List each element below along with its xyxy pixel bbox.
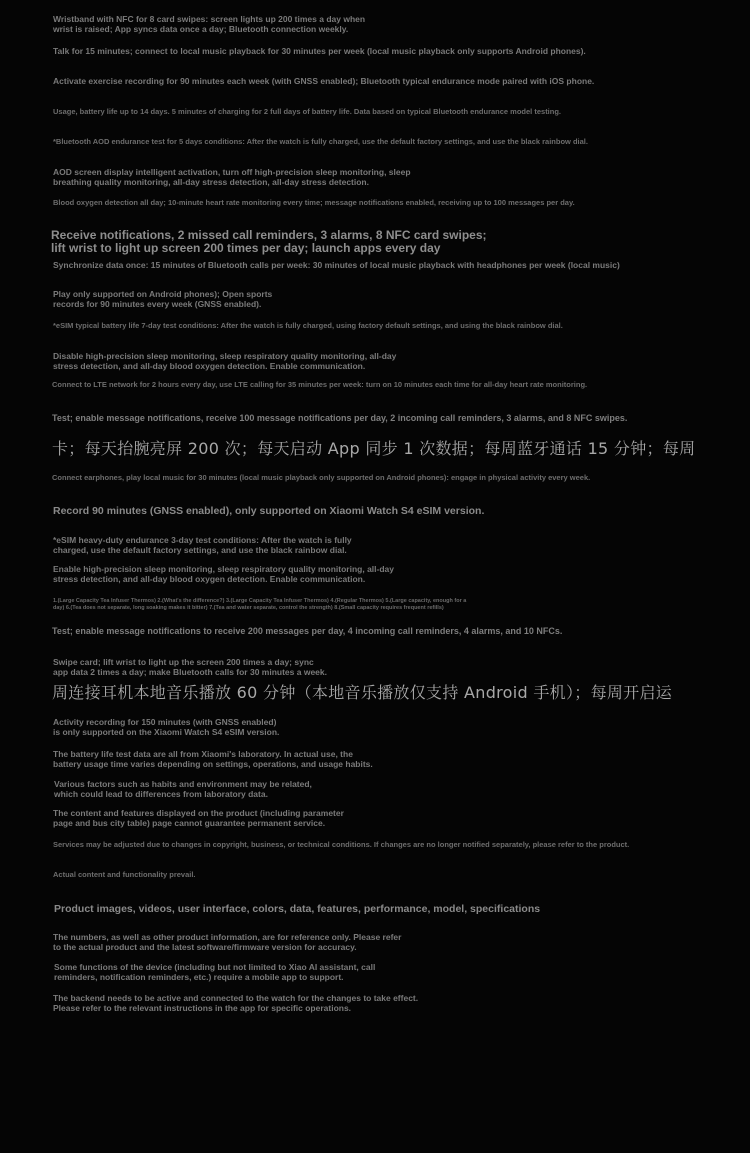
note-line: Swipe card; lift wrist to light up the screen 200 times a day; sync app data 2 times a day; make Bluetooth calls for 30 minutes a week. [53, 657, 327, 677]
note-line: Connect earphones, play local music for 30 minutes (local music playback only supported on Android phones): engage in physical activity every week. [52, 473, 591, 482]
note-line: *Bluetooth AOD endurance test for 5 days conditions: After the watch is fully charged, use the default factory settings, and use the black rainbow dial. [53, 137, 588, 146]
note-line: Connect to LTE network for 2 hours every day, use LTE calling for 35 minutes per week: turn on 10 minutes each time for all-day heart rate monitoring. [52, 380, 588, 389]
note-line: Activate exercise recording for 90 minutes each week (with GNSS enabled); Bluetooth typical endurance mode paired with iOS phone. [53, 76, 595, 86]
note-line: Various factors such as habits and environment may be related, which could lead to differences from laboratory data. [54, 779, 312, 799]
note-line: Test; enable message notifications, receive 100 message notifications per day, 2 incoming call reminders, 3 alarms, and 8 NFC swipes. [52, 413, 628, 423]
note-line: *eSIM heavy-duty endurance 3-day test conditions: After the watch is fully charged, use the default factory settings, and use the black rainbow dial. [53, 535, 352, 555]
note-line: Actual content and functionality prevail. [53, 870, 196, 879]
note-line: Test; enable message notifications to receive 200 messages per day, 4 incoming call reminders, 4 alarms, and 10 NFCs. [52, 626, 563, 636]
note-line: Synchronize data once: 15 minutes of Bluetooth calls per week: 30 minutes of local music playback with headphones per week (local music) [53, 260, 620, 270]
note-line: Services may be adjusted due to changes in copyright, business, or technical conditions. If changes are no longer notified separately, please refer to the product. [53, 840, 630, 849]
note-line: Wristband with NFC for 8 card swipes: screen lights up 200 times a day when wrist is raised; App syncs data once a day; Bluetooth connection weekly. [53, 14, 366, 34]
chinese-text-line: 周连接耳机本地音乐播放 60 分钟（本地音乐播放仅支持 Android 手机）；每周开启运 [52, 683, 673, 702]
note-line: AOD screen display intelligent activation, turn off high-precision sleep monitoring, sleep breathing quality monitoring, all-day stress detection, all-day stress detection. [53, 167, 411, 187]
note-line: Play only supported on Android phones); Open sports records for 90 minutes every week (GNSS enabled). [53, 289, 273, 309]
note-line: Some functions of the device (including but not limited to Xiao AI assistant, call reminders, notification reminders, etc.) require a mobile app to support. [54, 962, 376, 982]
note-line: Disable high-precision sleep monitoring, sleep respiratory quality monitoring, all-day stress detection, and all-day blood oxygen detection. Enable communication. [53, 351, 397, 371]
note-line: Usage, battery life up to 14 days. 5 minutes of charging for 2 full days of battery life. Data based on typical Bluetooth endurance model testing. [53, 107, 562, 116]
note-heading: Record 90 minutes (GNSS enabled), only supported on Xiaomi Watch S4 eSIM version. [53, 505, 485, 517]
note-line: The content and features displayed on the product (including parameter page and bus city table) page cannot guarantee permanent service. [53, 808, 344, 828]
note-line: *eSIM typical battery life 7-day test conditions: After the watch is fully charged, using factory default settings, and using the black rainbow dial. [53, 321, 563, 330]
note-heading: Receive notifications, 2 missed call reminders, 3 alarms, 8 NFC card swipes; lift wrist to light up screen 200 times per day; launch apps every day [51, 228, 487, 255]
note-line: Talk for 15 minutes; connect to local music playback for 30 minutes per week (local music playback only supports Android phones). [53, 46, 586, 56]
note-line: The numbers, as well as other product information, are for reference only. Please refer to the actual product and the latest software/firmware version for accuracy. [53, 932, 402, 952]
note-line: Blood oxygen detection all day; 10-minute heart rate monitoring every time; message notifications enabled, receiving up to 100 messages per day. [53, 198, 575, 207]
note-heading: Product images, videos, user interface, colors, data, features, performance, model, specifications [54, 903, 541, 915]
note-line: The backend needs to be active and connected to the watch for the changes to take effect. Please refer to the relevant instructions in the app for specific operations. [53, 993, 419, 1013]
note-line: Enable high-precision sleep monitoring, sleep respiratory quality monitoring, all-day stress detection, and all-day blood oxygen detection. Enable communication. [53, 564, 395, 584]
chinese-text-line: 卡；每天抬腕亮屏 200 次；每天启动 App 同步 1 次数据；每周蓝牙通话 15 分钟；每周 [52, 439, 696, 458]
note-line: 1.(Large Capacity Tea Infuser Thermos) 2.(What's the difference?) 3.(Large Capacity Tea Infuser Thermos) 4.(Regular Thermos) 5.(Large capacity, enough for a day) 6.(Tea does not separate, long soaking makes it bitter) 7.(Tea and water separate, control the strength) 8.(Small capacity requires frequent refills) [53, 598, 467, 611]
note-line: The battery life test data are all from Xiaomi's laboratory. In actual use, the battery usage time varies depending on settings, operations, and usage habits. [53, 749, 373, 769]
note-line: Activity recording for 150 minutes (with GNSS enabled) is only supported on the Xiaomi Watch S4 eSIM version. [53, 717, 280, 737]
